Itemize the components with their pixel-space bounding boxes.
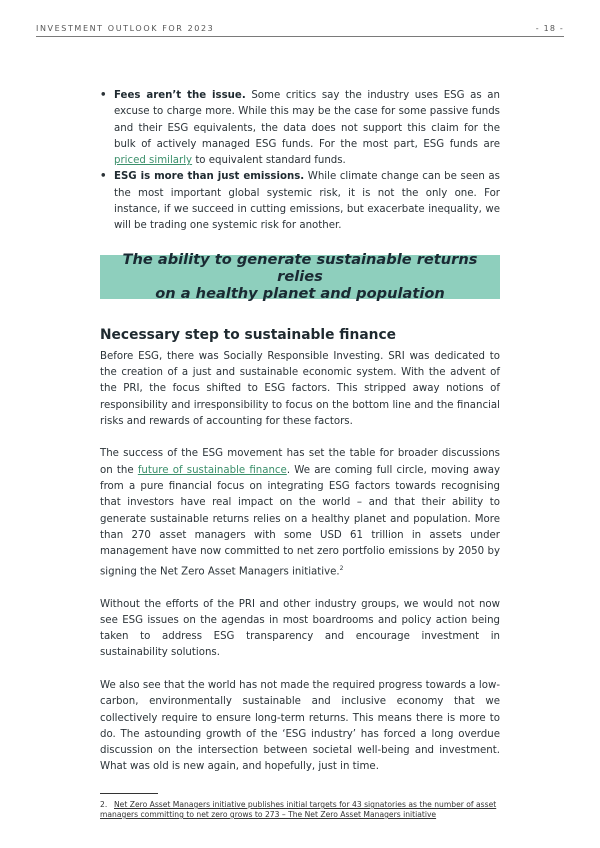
page-content [100, 88, 500, 792]
pull-quote-line-1: The ability to generate sustainable returns relies [122, 251, 478, 286]
bullet-heading-fees: Fees aren’t the issue. [114, 90, 246, 101]
pull-quote-line-2: on a healthy planet and population [155, 285, 445, 303]
future-of-sustainable-finance-link[interactable]: future of sustainable finance [137, 464, 287, 476]
paragraph-esg-success-before: The success of the ESG movement has set the table for broader discussions on the [100, 448, 500, 476]
footnote-reference[interactable]: 2 [339, 564, 344, 572]
footnote-divider [100, 793, 158, 794]
bullet-text-fees-after: to equivalent standard funds. [192, 155, 346, 167]
paragraph-progress: We also see that the world has not made the required progress towards a low-carbon, environmentally sustainable and inclusive economy that we collectively require to ensure long-term returns. This means there is more to do. The astounding growth of the ‘ESG industry’ has forced a long overdue discussion on the intersection between societal well-being and investment. What was old is new again, and hopefully, just in time. [100, 680, 500, 773]
bullet-dot-icon: • [100, 90, 107, 101]
bullet-dot-icon: • [100, 171, 107, 183]
section-heading: Necessary step to sustainable finance [100, 326, 396, 343]
footnote-number: 2. [100, 800, 108, 809]
document-header-title: INVESTMENT OUTLOOK FOR 2023 [36, 24, 215, 33]
paragraph-esg-success [100, 446, 500, 580]
bullet-text-emissions: While climate change can be seen as the most important global systemic risk, it is not the only one. For instance, if we succeed in cutting emissions, but exacerbate inequality, we will be trading one systemic risk for another. [114, 171, 500, 232]
paragraph-pri-efforts: Without the efforts of the PRI and other industry groups, we would not now see ESG issues on the agendas in most boardrooms and policy action being taken to address ESG transparency and encourage investment in sustainability solutions. [100, 598, 500, 659]
paragraph-sri: Before ESG, there was Socially Responsible Investing. SRI was dedicated to the creation of a just and sustainable economic system. With the advent of the PRI, the focus shifted to ESG factors. This stripped away notions of responsibility and irresponsibility to focus on the bottom line and the financial risks and rewards of accounting for these factors. [100, 350, 500, 427]
page-number: - 18 - [535, 24, 564, 33]
header-divider [36, 36, 564, 37]
bullet-heading-emissions: ESG is more than just emissions. [114, 171, 305, 183]
paragraph-esg-success-after: . We are coming full circle, moving away from a pure financial focus on integrating ESG factors towards recognising that investors have real impact on the world – and that their ability to generate sustainable returns relies on a healthy planet and population. More than 270 asset managers with some USD 61 trillion in assets under management have now committed to net zero portfolio emissions by 2050 by signing the Net Zero Asset Managers initiative. [100, 464, 500, 577]
footnote-link[interactable]: Net Zero Asset Managers initiative publishes initial targets for 43 signatories as the number of asset managers committing to net zero grows to 273 – The Net Zero Asset Managers initiative [100, 800, 497, 819]
pull-quote-text [110, 251, 490, 302]
bullet-list [100, 88, 500, 235]
footnote [100, 800, 502, 820]
priced-similarly-link[interactable]: priced similarly [114, 155, 193, 167]
bullet-item-fees [100, 88, 500, 169]
bullet-item-emissions [100, 169, 500, 234]
bullet-text-fees-before: Some critics say the industry uses ESG as an excuse to charge more. While this may be the case for some passive funds and their ESG equivalents, the data does not support this claim for the bulk of actively managed ESG funds. For the most part, ESG funds are [114, 90, 500, 150]
pull-quote-box [100, 251, 500, 303]
